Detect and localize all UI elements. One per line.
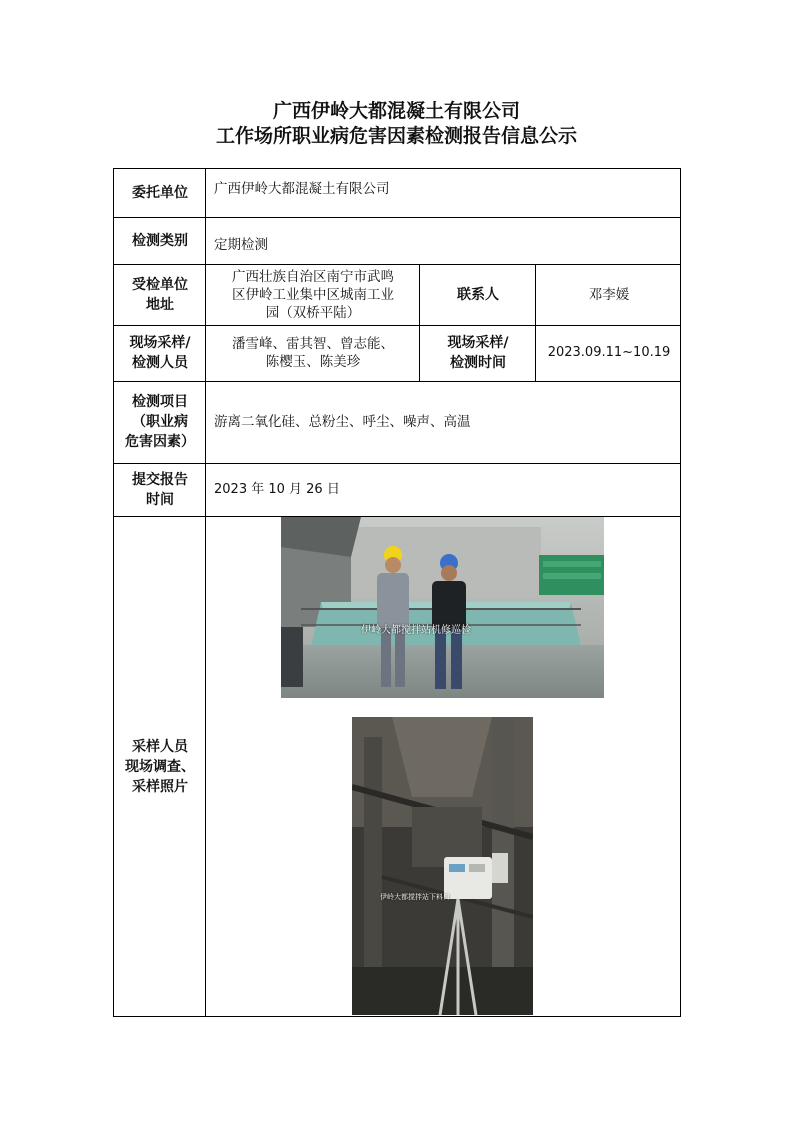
photo-caption-discharge: 伊岭大都搅拌站下料口 <box>380 893 450 901</box>
sampling-time-label: 现场采样/ 检测时间 <box>447 335 509 371</box>
photo-caption-inspection: 伊岭大都搅拌站机修巡检 <box>361 625 471 636</box>
client-label: 委托单位 <box>132 185 188 201</box>
photos-label: 采样人员 现场调查、 采样照片 <box>125 738 195 795</box>
address-label: 受检单位 地址 <box>132 276 188 313</box>
site-photo-inspection <box>281 517 604 698</box>
site-photo-discharge <box>352 717 533 1015</box>
test-items-value: 游离二氧化硅、总粉尘、呼尘、噪声、高温 <box>214 414 471 430</box>
sampling-time-value: 2023.09.11~10.19 <box>547 345 671 360</box>
category-value: 定期检测 <box>214 236 268 253</box>
staff-value: 潘雪峰、雷其智、曾志能、 陈樱玉、陈美珍 <box>232 336 394 370</box>
report-date-label: 提交报告 时间 <box>132 471 188 508</box>
report-title-subject: 工作场所职业病危害因素检测报告信息公示 <box>215 125 577 147</box>
test-items-label: 检测项目 （职业病 危害因素） <box>125 394 195 450</box>
category-label: 检测类别 <box>132 232 188 249</box>
contact-label: 联系人 <box>457 286 499 303</box>
report-title-company: 广西伊岭大都混凝土有限公司 <box>272 100 520 122</box>
report-date-value: 2023 年 10 月 26 日 <box>214 481 340 497</box>
client-value: 广西伊岭大都混凝土有限公司 <box>214 181 390 197</box>
address-value: 广西壮族自治区南宁市武鸣 区伊岭工业集中区城南工业 园（双桥平陆） <box>232 268 394 321</box>
staff-label: 现场采样/ 检测人员 <box>129 335 191 371</box>
contact-value: 邓李媛 <box>588 286 630 303</box>
